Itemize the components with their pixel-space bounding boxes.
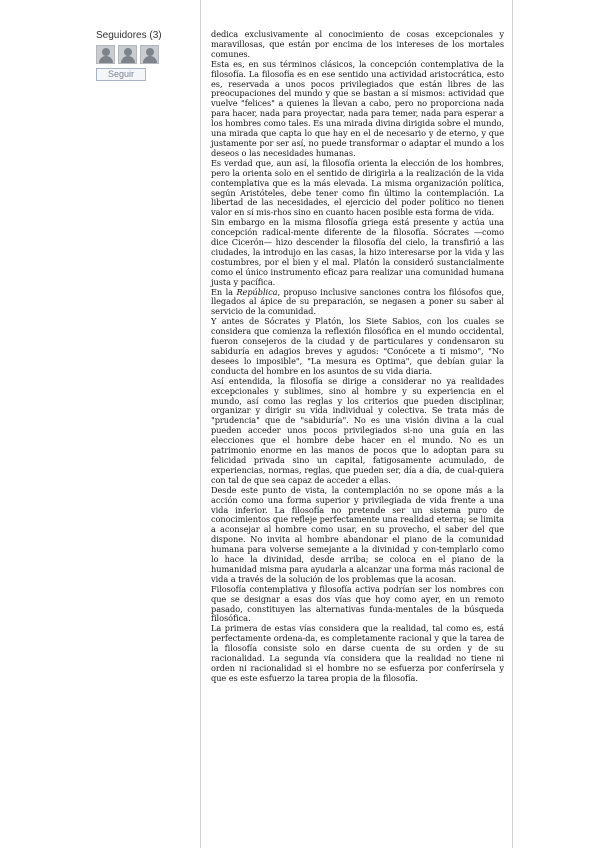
paragraph: Sin embargo en la misma filosofía griega está presente y actúa una concepción radical-mente diferente de la filosofía. Sócrates —como dice Cicerón— hizo descender la filosofía del cielo, la transfirió a las ciudades, la introdujo en las casas, la hizo interesarse por la vida y las costumbres, por el bien y el mal. Platón la consideró sustancialmente como el único instrumento eficaz para realizar una comunidad humana justa y pacífica. xyxy=(211,217,504,287)
paragraph: Filosofía contemplativa y filosofía activa podrían ser los nombres con que se designar a esas dos vías que hoy como ayer, en un remoto pasado, constituyen las alternativas funda-mentales de la búsqueda filosófica. xyxy=(211,583,504,624)
paragraph: Esta es, en sus términos clásicos, la concepción contemplativa de la filosofía. La filosofía es en ese sentido una actividad aristocrática, esto es, reservada a unos pocos privilegiados que están libres de las preocupaciones del mundo y que se bastan a sí mismos: actividad que vuelve "felices" a quienes la llevan a cabo, pero no proporciona nada para hacer, nada para proyectar, nada para temer, nada para esperar a los hombres como tales. Es una mirada divina dirigida sobre el mundo, una mirada que capta lo que hay en el de necesario y de eterno, y que justamente por ser así, no puede transformar o adaptar el mundo a los deseos o las necesidades humanas. xyxy=(211,58,504,158)
paragraph: dedica exclusivamente al conocimiento de cosas excepcionales y maravillosas, que están por encima de los intereses de los mortales comunes. xyxy=(211,29,504,59)
paragraph-text: En la xyxy=(211,286,237,297)
article-body xyxy=(211,30,504,684)
paragraph: Y antes de Sócrates y Platón, los Siete Sabios, con los cuales se considera que comienza la reflexión filosófica en el mundo occidental, fueron consejeros de la ciudad y de particulares y condensaron su sabiduría en adagios breves y agudos: "Conócete a ti mismo", "No desees lo imposible", "La mesura es Optima", que debían guiar la conducta del hombre en los asuntos de su vida diaria. xyxy=(211,316,504,376)
paragraph: Es verdad que, aun así, la filosofía orienta la elección de los hombres, pero la orienta solo en el sentido de dirigirla a la realización de la vida contemplativa que es la más elevada. La misma organización política, según Aristóteles, debe tener como fin último la contemplación. La libertad de las necesidades, el ejercicio del poder político no tienen valor en sí mis-rhos sino en cuanto hacen posible esta forma de vida. xyxy=(211,157,504,218)
follower-avatar[interactable] xyxy=(140,45,159,64)
paragraph-text: , propuso inclusive sanciones contra los filósofos que, llegados al ápice de su preparación, se negasen a poner su saber al servicio de la comunidad. xyxy=(211,286,504,317)
follower-avatar[interactable] xyxy=(96,45,115,64)
followers-title: Seguidores (3) xyxy=(96,30,162,41)
paragraph: La primera de estas vías considera que la realidad, tal como es, está perfectamente ordena-da, es completamente racional y que la tarea de la filosofía consiste solo en darse cuenta de su orden y de su racionalidad. La segunda vía considera que la realidad no tiene ni orden ni racionalidad si el hombre no se esfuerza por conferírsela y que es este esfuerzo la tarea propia de la filosofía. xyxy=(211,623,504,683)
paragraph: Desde este punto de vista, la contemplación no se opone más a la acción como una forma superior y privilegiada de vida frente a una vida inferior. La filosofía no pretende ser un sistema puro de conocimientos que refleje perfectamente una realidad eterna; se limita a aconsejar al hombre como usar, en su provecho, el saber del que dispone. No invita al hombre abandonar el piano de la comunidad humana para volverse semejante a la divinidad y con-templarlo como lo hace la divinidad, desde arriba; se coloca en el piano de la humanidad misma para ayudarla a alcanzar una forma más racional de vida a través de la solución de los problemas que la acosan. xyxy=(211,484,504,584)
column-divider-left xyxy=(200,0,201,848)
followers-widget xyxy=(96,30,196,81)
paragraph: Así entendida, la filosofía se dirige a considerar no ya realidades excepcionales y sublimes, sino al hombre y su experiencia en el mundo, así como las reglas y los criterios que pueden disciplinar, organizar y dirigir su vida individual y colectiva. Se trata más de "prudencia" que de "sabiduría". No es una visión divina a la cual pueden acceder unos pocos privilegiados si-no una guía en las elecciones que el hombre debe hacer en el mundo. No es un patrimonio enorme en las manos de pocos que lo adoptan para su felicidad privada sino un capital, fatigosamente acumulado, de experiencias, normas, reglas, que pueden ser, día a día, de cual-quiera con tal de que sea capaz de acceder a ellas. xyxy=(211,375,504,485)
follow-button[interactable]: Seguir xyxy=(96,68,146,81)
column-divider-right xyxy=(512,0,513,848)
paragraph xyxy=(211,288,504,318)
book-title: República xyxy=(236,286,278,297)
follower-avatar[interactable] xyxy=(118,45,137,64)
follower-avatars xyxy=(96,45,196,64)
